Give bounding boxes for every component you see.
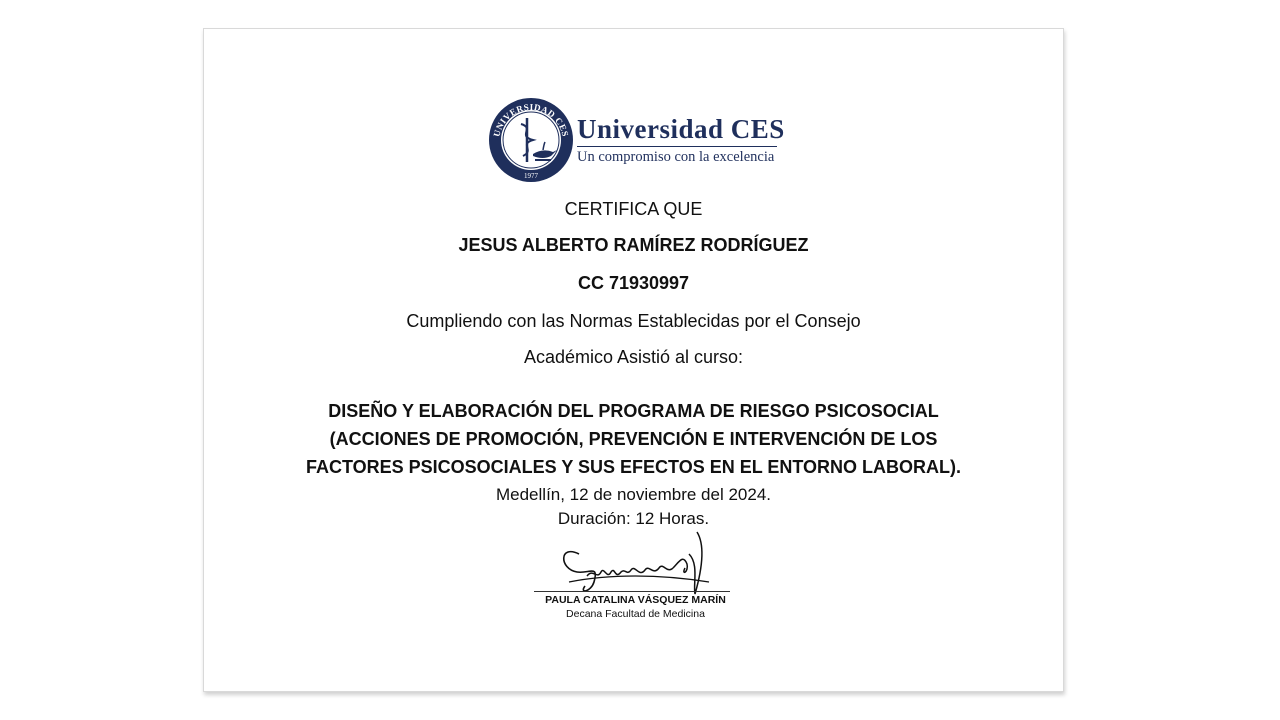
course-title-line: (ACCIONES DE PROMOCIÓN, PREVENCIÓN E INTERVENCIÓN DE LOS	[329, 429, 938, 449]
handwritten-signature-icon	[549, 524, 719, 599]
brand-divider	[577, 146, 777, 147]
course-title-line: FACTORES PSICOSOCIALES Y SUS EFECTOS EN EL ENTORNO LABORAL).	[305, 457, 962, 477]
university-tagline: Un compromiso con la excelencia	[577, 149, 775, 165]
recipient-name: JESUS ALBERTO RAMÍREZ RODRÍGUEZ	[458, 235, 809, 255]
svg-text:UNIVERSIDAD CES: UNIVERSIDAD CES	[491, 101, 571, 138]
course-title	[204, 397, 1063, 481]
certifica-heading: CERTIFICA QUE	[564, 199, 703, 219]
recipient-id: CC 71930997	[577, 273, 690, 293]
university-brand	[577, 114, 785, 166]
course-duration: Duración: 12 Horas.	[557, 509, 710, 528]
statement-line-2: Académico Asistió al curso:	[523, 347, 744, 367]
signer-name: PAULA CATALINA VÁSQUEZ MARÍN	[545, 594, 726, 606]
university-seal-icon	[487, 96, 575, 184]
certificate-page	[203, 28, 1064, 692]
university-logo	[487, 96, 787, 186]
svg-text:1977: 1977	[524, 172, 538, 180]
place-date: Medellín, 12 de noviembre del 2024.	[495, 485, 771, 504]
signer-role: Decana Facultad de Medicina	[566, 608, 705, 620]
signature-line	[534, 591, 730, 592]
statement-line-1: Cumpliendo con las Normas Establecidas por el Consejo	[406, 311, 861, 331]
course-title-line: DISEÑO Y ELABORACIÓN DEL PROGRAMA DE RIESGO PSICOSOCIAL	[328, 401, 939, 421]
university-name: Universidad CES	[577, 114, 785, 144]
